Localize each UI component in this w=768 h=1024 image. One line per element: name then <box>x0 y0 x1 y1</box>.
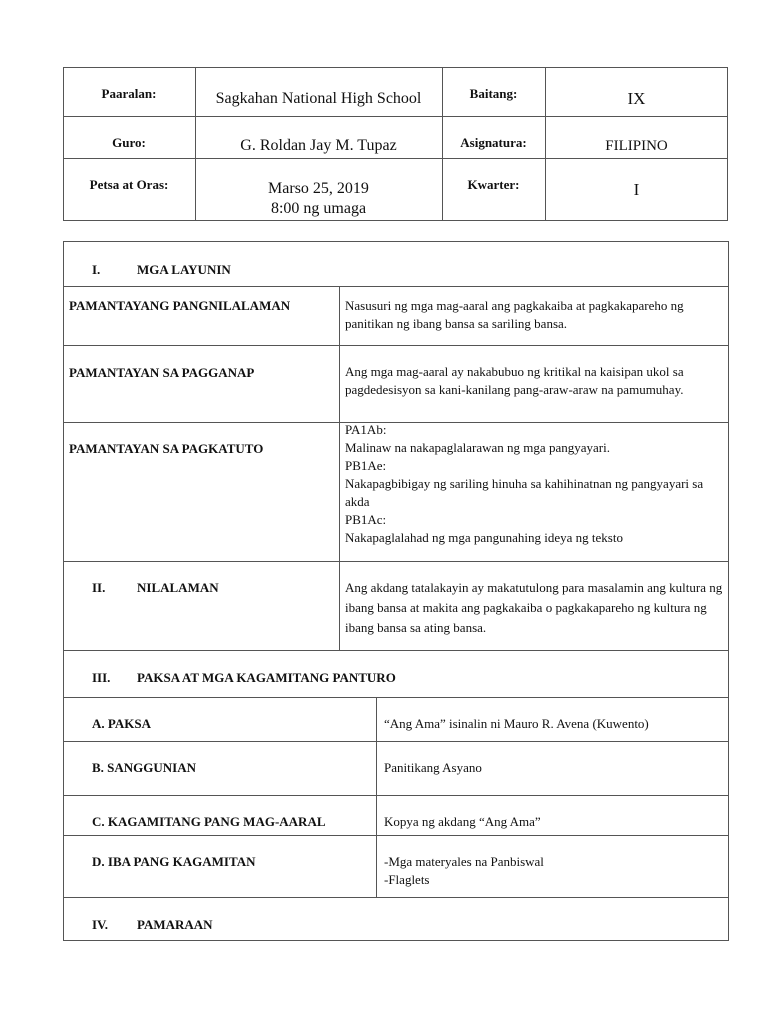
nilalaman-value: Ang akdang tatalakayin ay makatutulong para masalamin ang kultura ng ibang bansa at makita ang pagkakaiba o pagkakapareho ng kultura ng ibang bansa sa ating bansa. <box>345 580 723 635</box>
baitang-label: Baitang: <box>469 86 518 101</box>
petsa-time: 8:00 ng umaga <box>270 200 367 217</box>
pagkatuto-value: PA1Ab: Malinaw na nakapaglalarawan ng mga pangyayari. PB1Ae: Nakapagbibigay ng sariling hinuha sa kahihinatnan ng pangyayari sa akda PB1Ac: Nakapaglalahad ng mga pangunahing ideya ng teksto <box>345 422 704 545</box>
pamaraan-title: PAMARAAN <box>137 917 213 932</box>
pangnilalaman-value: Nasusuri ng mga mag-aaral ang pagkakaiba at pagkakapareho ng panitikan ng ibang bansa sa sariling bansa. <box>345 298 684 331</box>
pamaraan-number: IV. <box>92 917 109 932</box>
kwarter-value: I <box>633 180 640 199</box>
pagganap-label: PAMANTAYAN SA PAGGANAP <box>69 365 255 380</box>
nilalaman-title: NILALAMAN <box>137 580 219 595</box>
nilalaman-number: II. <box>92 580 106 595</box>
sanggunian-value: Panitikang Asyano <box>384 760 482 775</box>
guro-value: G. Roldan Jay M. Tupaz <box>240 137 397 154</box>
paksa-title: PAKSA AT MGA KAGAMITANG PANTURO <box>137 670 396 685</box>
petsa-date: Marso 25, 2019 <box>268 180 369 197</box>
paaralan-label: Paaralan: <box>101 86 157 101</box>
guro-label: Guro: <box>112 135 146 150</box>
paksa-number: III. <box>92 670 111 685</box>
layunin-number: I. <box>92 262 101 277</box>
pagkatuto-label: PAMANTAYAN SA PAGKATUTO <box>69 441 264 456</box>
petsa-label: Petsa at Oras: <box>89 177 169 192</box>
kagamitan-mag-aaral-value: Kopya ng akdang “Ang Ama” <box>384 814 541 829</box>
layunin-title: MGA LAYUNIN <box>137 262 231 277</box>
pangnilalaman-label: PAMANTAYANG PANGNILALAMAN <box>69 298 291 313</box>
paaralan-value: Sagkahan National High School <box>215 90 422 107</box>
paksa-label: A. PAKSA <box>92 716 151 731</box>
iba-pang-kagamitan-label: D. IBA PANG KAGAMITAN <box>92 854 256 869</box>
paksa-value: “Ang Ama” isinalin ni Mauro R. Avena (Kuwento) <box>384 716 649 731</box>
kwarter-label: Kwarter: <box>467 177 520 192</box>
sanggunian-label: B. SANGGUNIAN <box>92 760 197 775</box>
kagamitan-mag-aaral-label: C. KAGAMITANG PANG MAG-AARAL <box>92 814 326 829</box>
asignatura-value: FILIPINO <box>605 138 668 154</box>
asignatura-label: Asignatura: <box>460 135 527 150</box>
iba-pang-kagamitan-value: -Mga materyales na Panbiswal -Flaglets <box>384 854 544 887</box>
pagganap-value: Ang mga mag-aaral ay nakabubuo ng kritikal na kaisipan ukol sa pagdedesisyon sa kani-kanilang pang-araw-araw na pamumuhay. <box>345 364 684 397</box>
baitang-value: IX <box>627 89 646 108</box>
